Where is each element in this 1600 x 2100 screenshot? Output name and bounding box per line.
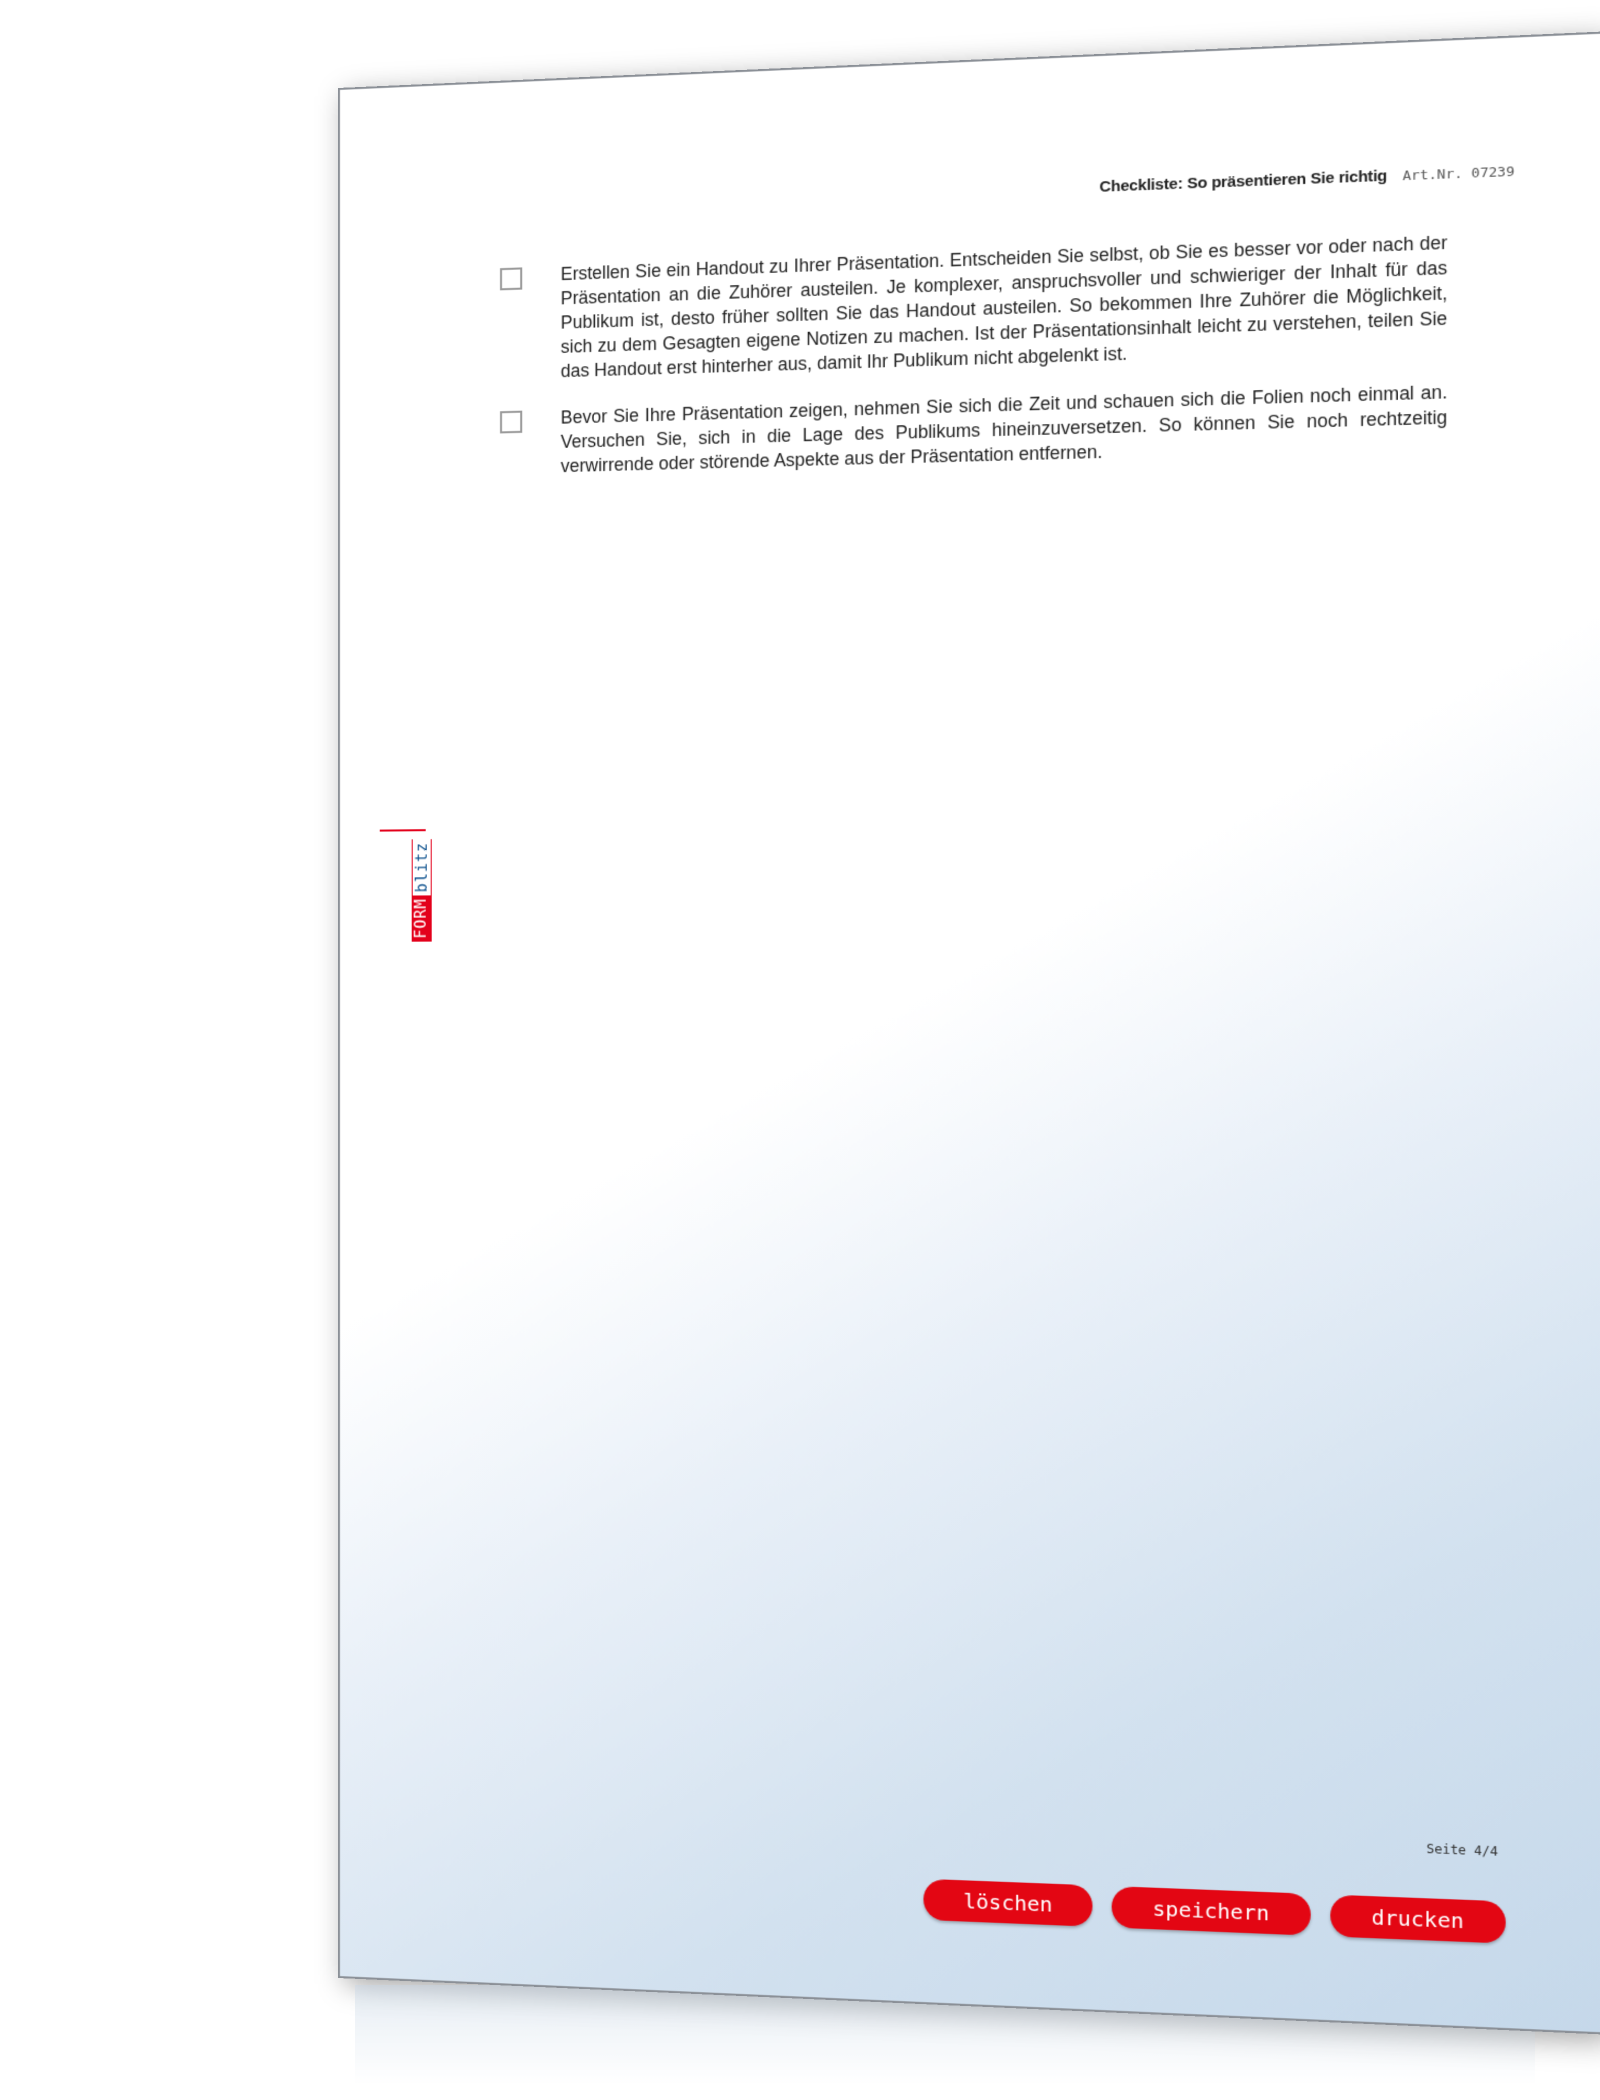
print-button[interactable]: drucken <box>1330 1895 1506 1944</box>
page-header <box>1100 162 1515 196</box>
checklist-checkbox-1[interactable] <box>500 267 522 290</box>
checklist-checkbox-2[interactable] <box>500 411 522 434</box>
page-number: Seite 4/4 <box>1426 1841 1498 1859</box>
document-page <box>338 31 1600 2034</box>
form-action-buttons <box>924 1879 1506 1944</box>
logo-blitz-part: blitz <box>412 839 432 896</box>
checklist-item-text: Bevor Sie Ihre Präsentation zeigen, nehmen Sie sich die Zeit und schauen sich die Folien noch einmal an. Versuchen Sie, sich in die Lage des Publikums hineinzuversetzen. So können Sie noch rechtzeitig verwirrende oder störende Aspekte aus der Präsentation entfernen. <box>560 381 1448 477</box>
formblitz-logo <box>380 829 440 950</box>
save-button[interactable]: speichern <box>1112 1886 1310 1936</box>
delete-button[interactable]: löschen <box>924 1879 1093 1927</box>
checklist-item-text: Erstellen Sie ein Handout zu Ihrer Präsentation. Entscheiden Sie selbst, ob Sie es besser vor oder nach der Präsentation an die Zuhörer austeilen. Je komplexer, anspruchsvoller und schwieriger der Inhalt für das Publikum ist, desto früher sollten Sie das Handout austeilen. So bekommen Ihre Zuhörer die Möglichkeit, sich zu dem Gesagten eigene Notizen zu machen. Ist der Präsentationsinhalt leicht zu verstehen, teilen Sie das Handout erst hinterher aus, damit Ihr Publikum nicht abgelenkt ist. <box>560 232 1448 382</box>
checklist-item <box>561 379 1448 478</box>
article-number: Art.Nr. 07239 <box>1402 164 1515 185</box>
checklist-item <box>561 230 1448 383</box>
checklist <box>561 230 1448 500</box>
logo-wordmark <box>412 839 432 942</box>
logo-form-part: FORM <box>412 895 432 941</box>
document-title: Checkliste: So präsentieren Sie richtig <box>1099 167 1388 196</box>
logo-rule <box>380 829 426 831</box>
